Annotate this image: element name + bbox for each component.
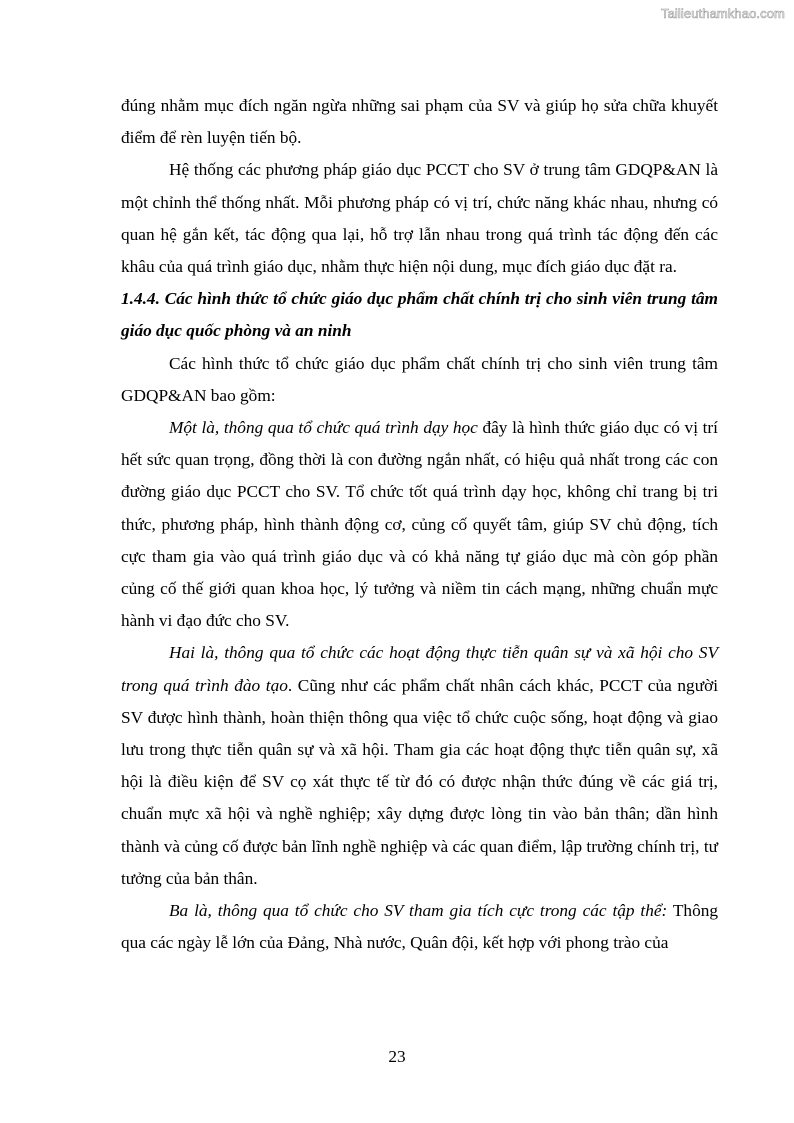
form-one-lead: Một là, thông qua tổ chức quá trình dạy học (169, 418, 478, 438)
body-text (121, 90, 718, 959)
paragraph-continuation: đúng nhằm mục đích ngăn ngừa những sai phạm của SV và giúp họ sửa chữa khuyết điểm để rèn luyện tiến bộ. (121, 96, 718, 148)
paragraph-form-two (121, 637, 718, 895)
form-three-body: Thông qua các ngày lễ lớn của Đảng, Nhà nước, Quân đội, kết hợp với phong trào của (121, 901, 718, 953)
form-two-body: . Cũng như các phẩm chất nhân cách khác, PCCT của người SV được hình thành, hoàn thiện thông qua việc tổ chức cuộc sống, hoạt động và giao lưu trong thực tiễn quân sự và xã hội. Tham gia các hoạt động thực tiễn quân sự, xã hội là điều kiện để SV cọ xát thực tế từ đó có được nhận thức đúng về các giá trị, chuẩn mực xã hội và nghề nghiệp; xây dựng được lòng tin vào bản thân; dần hình thành và củng cố được bản lĩnh nghề nghiệp và các quan điểm, lập trường chính trị, tư tưởng của bản thân. (121, 675, 719, 888)
paragraph-forms-intro: Các hình thức tổ chức giáo dục phẩm chất chính trị cho sinh viên trung tâm GDQP&AN bao gồm: (121, 353, 718, 405)
form-one-body: đây là hình thức giáo dục có vị trí hết sức quan trọng, đồng thời là con đường ngắn nhất, có hiệu quả nhất trong các con đường giáo dục PCCT cho SV. Tổ chức tốt quá trình dạy học, không chỉ trang bị tri thức, phương pháp, hình thành động cơ, củng cố quyết tâm, giúp SV chủ động, tích cực tham gia vào quá trình giáo dục và có khả năng tự giáo dục mà còn góp phần củng cố thế giới quan khoa học, lý tưởng và niềm tin cách mạng, những chuẩn mực hành vi đạo đức cho SV. (121, 418, 718, 631)
form-two-lead: Hai là, thông qua tổ chức các hoạt động thực tiễn quân sự và xã hội cho SV trong quá trình đào tạo (121, 643, 718, 695)
watermark: Tailieuthamkhao.com (660, 6, 785, 21)
paragraph-form-three (121, 895, 718, 959)
paragraph-methods-system: Hệ thống các phương pháp giáo dục PCCT cho SV ở trung tâm GDQP&AN là một chỉnh thể thống nhất. Mỗi phương pháp có vị trí, chức năng khác nhau, nhưng có quan hệ gắn kết, tác động qua lại, hỗ trợ lẫn nhau trong quá trình tác động đến các khâu của quá trình giáo dục, nhằm thực hiện nội dung, mục đích giáo dục đặt ra. (121, 160, 718, 277)
section-heading-1-4-4: 1.4.4. Các hình thức tổ chức giáo dục phẩm chất chính trị cho sinh viên trung tâm giáo dục quốc phòng và an ninh (121, 289, 718, 341)
page-number: 23 (388, 1047, 406, 1066)
paragraph-form-one (121, 412, 718, 637)
form-three-lead: Ba là, thông qua tổ chức cho SV tham gia tích cực trong các tập thể: (169, 901, 668, 921)
